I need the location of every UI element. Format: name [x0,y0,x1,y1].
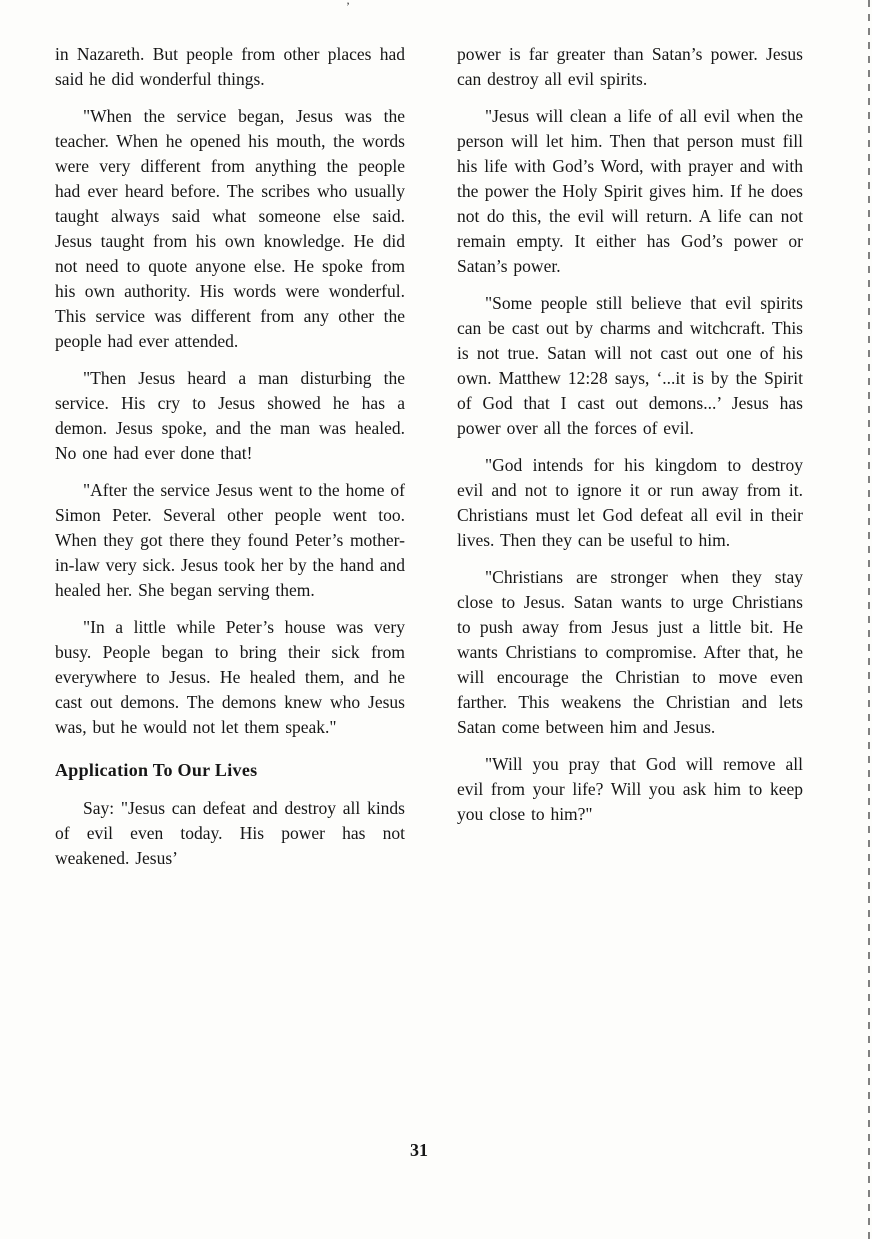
paragraph: "Some people still believe that evil spirits can be cast out by charms and witchcraft. This is not true. Satan will not cast out one of his own. Matthew 12:28 says, ‘...it is by the Spirit of God that I cast out demons...’ Jesus has power over all the forces of evil. [457,293,803,438]
section-heading: Application To Our Lives [55,760,258,780]
paragraph: "Will you pray that God will remove all evil from your life? Will you ask him to keep you close to him?" [457,754,803,824]
scan-edge-line [868,0,870,1239]
paragraph: "Then Jesus heard a man disturbing the service. His cry to Jesus showed he has a demon. Jesus spoke, and the man was healed. No one had ever done that! [55,368,405,463]
paragraph: "In a little while Peter’s house was very busy. People began to bring their sick from everywhere to Jesus. He healed them, and he cast out demons. The demons knew who Jesus was, but he would not let them speak." [55,617,405,737]
paragraph: "When the service began, Jesus was the teacher. When he opened his mouth, the words were very different from anything the people had ever heard before. The scribes who usually taught always said what someone else said. Jesus taught from his own knowledge. He did not need to quote anyone else. He spoke from his own authority. His words were wonderful. This service was different from any other the people had ever attended. [55,106,405,351]
right-column [457,42,803,883]
paragraph: power is far greater than Satan’s power. Jesus can destroy all evil spirits. [457,44,803,89]
paragraph: "Jesus will clean a life of all evil when the person will let him. Then that person must fill his life with God’s Word, with prayer and with the power the Holy Spirit gives him. If he does not do this, the evil will return. A life can not remain empty. It either has God’s power or Satan’s power. [457,106,803,276]
scan-tick-mark: ’ [346,0,350,13]
paragraph: "God intends for his kingdom to destroy evil and not to ignore it or run away from it. Christians must let God defeat all evil in their lives. Then they can be useful to him. [457,455,803,550]
page-number: 31 [410,1140,428,1160]
two-column-text-area [55,42,803,883]
paragraph: in Nazareth. But people from other places had said he did wonderful things. [55,44,405,89]
paragraph: "Christians are stronger when they stay close to Jesus. Satan wants to urge Christians to push away from Jesus just a little bit. He wants Christians to compromise. After that, he will encourage the Christian to move even farther. This weakens the Christian and lets Satan come between him and Jesus. [457,567,803,737]
paragraph: Say: "Jesus can defeat and destroy all kinds of evil even today. His power has not weakened. Jesus’ [55,798,405,868]
left-column [55,42,405,883]
paragraph: "After the service Jesus went to the home of Simon Peter. Several other people went too. When they got there they found Peter’s mother-in-law very sick. Jesus took her by the hand and healed her. She began serving them. [55,480,405,600]
